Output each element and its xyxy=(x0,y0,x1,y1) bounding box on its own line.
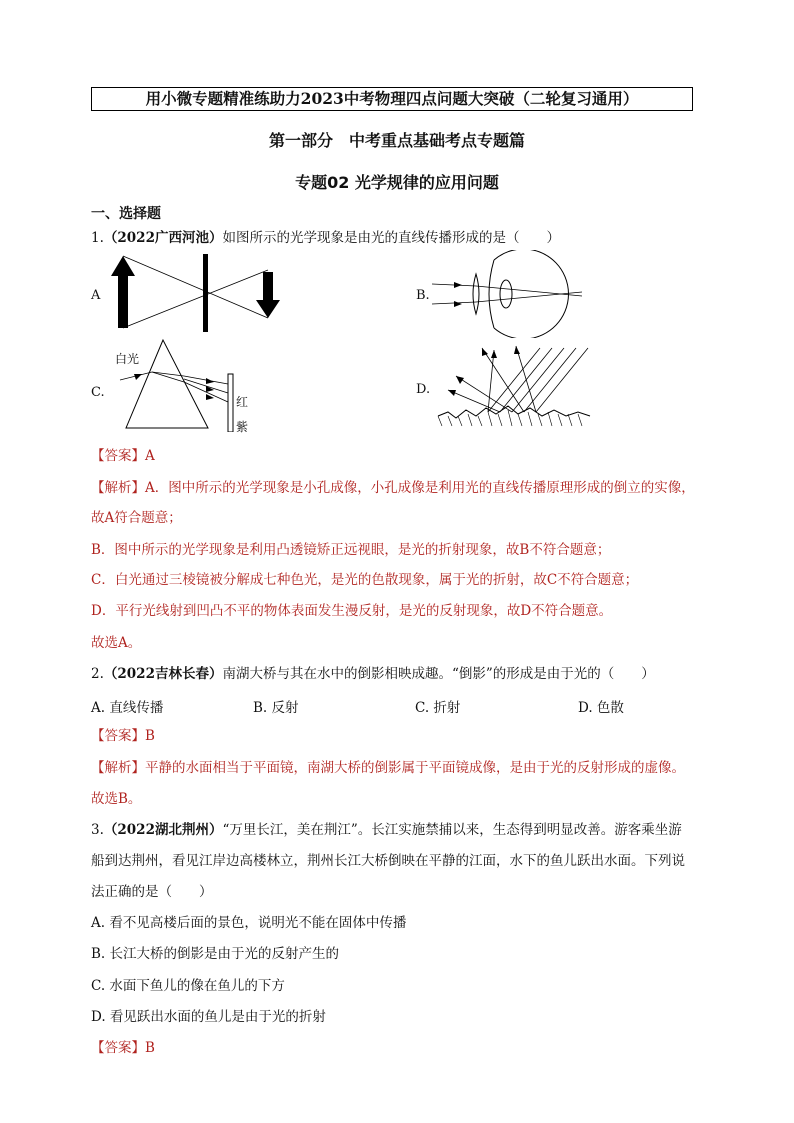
answer-tag: 【答案】 xyxy=(91,1040,145,1056)
white-light-label: 白光 xyxy=(115,352,140,366)
option-d-label: D. xyxy=(416,382,431,397)
answer-tag: 【答案】 xyxy=(91,728,145,744)
eye-lens-figure xyxy=(432,250,607,338)
question-3-option-d: D. 看见跃出水面的鱼儿是由于光的折射 xyxy=(91,1009,326,1025)
question-text: 如图所示的光学现象是由光的直线传播形成的是（ ） xyxy=(222,230,560,246)
question-1-stem xyxy=(91,228,560,248)
question-number: 3. xyxy=(91,822,104,838)
question-2-analysis xyxy=(91,758,685,778)
section-heading: 一、选择题 xyxy=(91,206,161,222)
series-banner: 用小微专题精准练助力2023中考物理四点问题大突破（二轮复习通用） xyxy=(91,87,693,111)
question-2-option-b: B. 反射 xyxy=(253,700,299,716)
question-number: 2. xyxy=(91,666,104,682)
question-source: （2022广西河池） xyxy=(103,230,223,246)
option-b-label: B. xyxy=(416,288,430,303)
purple-light-label: 紫 xyxy=(236,420,249,434)
question-2-conclusion: 故选B。 xyxy=(91,791,142,807)
question-2-option-c: C. 折射 xyxy=(415,700,461,716)
question-1-conclusion: 故选A。 xyxy=(91,635,142,651)
question-text: 南湖大桥与其在水中的倒影相映成趣。“倒影”的形成是由于光的（ ） xyxy=(222,666,655,682)
question-1-analysis-line: 故A符合题意； xyxy=(91,510,182,526)
analysis-text: A．图中所示的光学现象是小孔成像，小孔成像是利用光的直线传播原理形成的倒立的实像， xyxy=(145,480,695,496)
question-3-option-b: B. 长江大桥的倒影是由于光的反射产生的 xyxy=(91,946,340,962)
question-source: （2022湖北荆州） xyxy=(103,822,223,838)
question-1-analysis-line: B．图中所示的光学现象是利用凸透镜矫正远视眼，是光的折射现象，故B不符合题意； xyxy=(91,542,611,558)
answer-value: A xyxy=(145,448,155,464)
question-3-option-a: A. 看不见高楼后面的景色，说明光不能在固体中传播 xyxy=(91,915,407,931)
question-3-option-c: C. 水面下鱼儿的像在鱼儿的下方 xyxy=(91,978,285,994)
analysis-text: 平静的水面相当于平面镜，南湖大桥的倒影属于平面镜成像，是由于光的反射形成的虚像。 xyxy=(145,760,685,776)
answer-value: B xyxy=(145,728,155,744)
question-text: “万里长江，美在荆江”。长江实施禁捕以来，生态得到明显改善。游客乘坐游 xyxy=(222,822,682,838)
question-1-analysis-line xyxy=(91,478,695,498)
question-2-stem xyxy=(91,664,655,684)
question-1-analysis-line: C．白光通过三棱镜被分解成七种色光，是光的色散现象，属于光的折射，故C不符合题意； xyxy=(91,572,639,588)
answer-value: B xyxy=(145,1040,155,1056)
question-3-stem-line: 法正确的是（ ） xyxy=(91,884,213,900)
diffuse-reflection-figure xyxy=(434,342,594,430)
analysis-tag: 【解析】 xyxy=(91,480,145,496)
question-3-answer xyxy=(91,1038,155,1058)
question-2-option-d: D. 色散 xyxy=(578,700,624,716)
question-3-stem xyxy=(91,820,682,840)
question-1-answer xyxy=(91,446,155,466)
question-1-analysis-line: D．平行光线射到凹凸不平的物体表面发生漫反射，是光的反射现象，故D不符合题意。 xyxy=(91,603,613,619)
question-2-answer xyxy=(91,726,155,746)
pinhole-imaging-figure xyxy=(108,254,288,332)
analysis-tag: 【解析】 xyxy=(91,760,145,776)
question-source: （2022吉林长春） xyxy=(103,666,223,682)
part-heading: 第一部分 中考重点基础考点专题篇 xyxy=(268,131,525,150)
question-number: 1. xyxy=(91,230,104,246)
answer-tag: 【答案】 xyxy=(91,448,145,464)
question-2-option-a: A. 直线传播 xyxy=(91,700,164,716)
option-c-label: C. xyxy=(91,385,105,400)
prism-dispersion-figure xyxy=(108,336,248,432)
topic-heading: 专题02 光学规律的应用问题 xyxy=(295,173,499,192)
option-a-label: A xyxy=(91,288,101,303)
red-light-label: 红 xyxy=(236,395,249,409)
question-3-stem-line: 船到达荆州，看见江岸边高楼林立，荆州长江大桥倒映在平静的江面，水下的鱼儿跃出水面。下列说 xyxy=(91,853,685,869)
